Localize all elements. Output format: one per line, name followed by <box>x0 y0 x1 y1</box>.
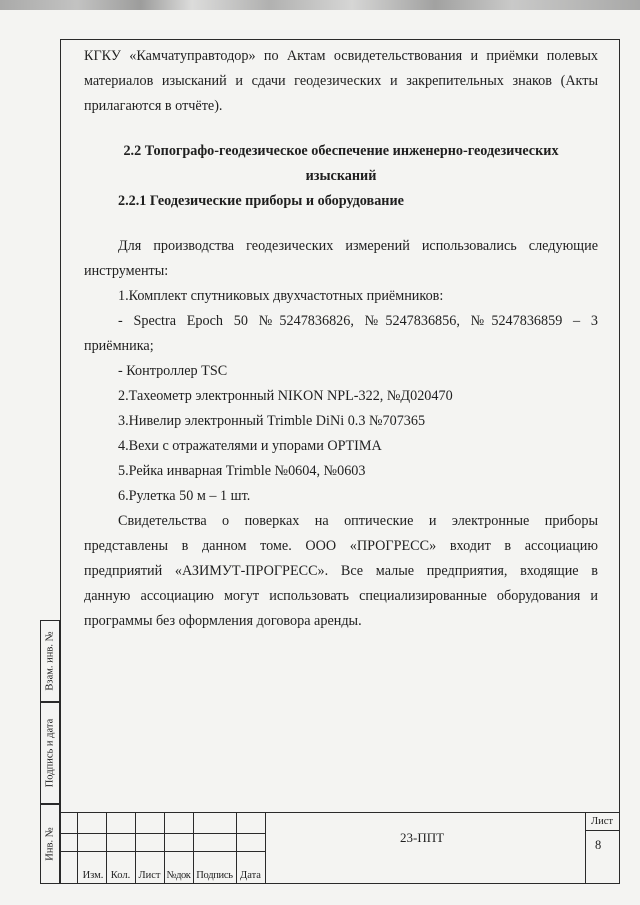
list-item: 4.Вехи с отражателями и упорами OPTIMA <box>118 438 382 454</box>
list-item: 3.Нивелир электронный Trimble DiNi 0.3 №707365 <box>118 413 426 429</box>
paragraph-line: инструменты: <box>84 263 169 279</box>
list-item: приёмника; <box>84 338 154 354</box>
paragraph-line: Для производства геодезических измерений использовались следующие <box>118 238 598 254</box>
list-item: - Spectra Epoch 50 №5247836826, №5247836856, №5247836859 – 3 <box>118 313 598 329</box>
list-item: 2.Тахеометр электронный NIKON NPL-322, №Д020470 <box>118 388 453 404</box>
sheet-number: 8 <box>595 838 602 852</box>
side-label-inv: Инв. № <box>44 827 56 861</box>
side-field-inv <box>40 804 60 884</box>
side-field-podpis <box>40 702 60 804</box>
tb-col-podpis: Подпись <box>196 870 233 881</box>
tb-col-ndok: №док <box>166 870 191 881</box>
paragraph-line: предприятий «АЗИМУТ-ПРОГРЕСС». Все малые предприятия, входящие в <box>84 563 598 579</box>
side-label-podpis: Подпись и дата <box>44 718 56 788</box>
document-body <box>84 44 598 634</box>
subsection-heading: 2.2.1 Геодезические приборы и оборудование <box>118 193 404 209</box>
tb-col-list: Лист <box>138 870 161 881</box>
list-item: 6.Рулетка 50 м – 1 шт. <box>118 488 251 504</box>
paragraph-line: данную ассоциацию могут использовать специализированные оборудования и <box>84 588 598 604</box>
list-item: 5.Рейка инварная Trimble №0604, №0603 <box>118 463 366 479</box>
paragraph-line: прилагаются в отчёте). <box>84 98 223 114</box>
scan-edge-artifact <box>0 0 640 10</box>
section-heading: изысканий <box>305 168 377 184</box>
tb-col-data: Дата <box>240 870 261 881</box>
side-field-vzam <box>40 620 60 702</box>
paragraph-line: представлены в данном томе. ООО «ПРОГРЕСС» входит в ассоциацию <box>84 538 598 554</box>
paragraph-line: материалов изысканий и сдачи геодезических и закрепительных знаков (Акты <box>84 73 598 89</box>
paragraph-line: Свидетельства о поверках на оптические и электронные приборы <box>118 513 598 529</box>
paragraph-line: программы без оформления договора аренды. <box>84 613 362 629</box>
tb-col-kol: Кол. <box>110 870 131 881</box>
tb-col-izm: Изм. <box>82 870 104 881</box>
list-item: 1.Комплект спутниковых двухчастотных приёмников: <box>118 288 444 304</box>
sheet-label: Лист <box>591 816 613 827</box>
document-code: 23-ППТ <box>400 830 445 845</box>
list-item: - Контроллер TSC <box>118 363 228 379</box>
side-label-vzam: Взам. инв. № <box>44 631 56 691</box>
paragraph-line: КГКУ «Камчатуправтодор» по Актам освидетельствования и приёмки полевых <box>84 48 598 64</box>
section-heading: 2.2 Топографо-геодезическое обеспечение инженерно-геодезических <box>123 143 559 159</box>
